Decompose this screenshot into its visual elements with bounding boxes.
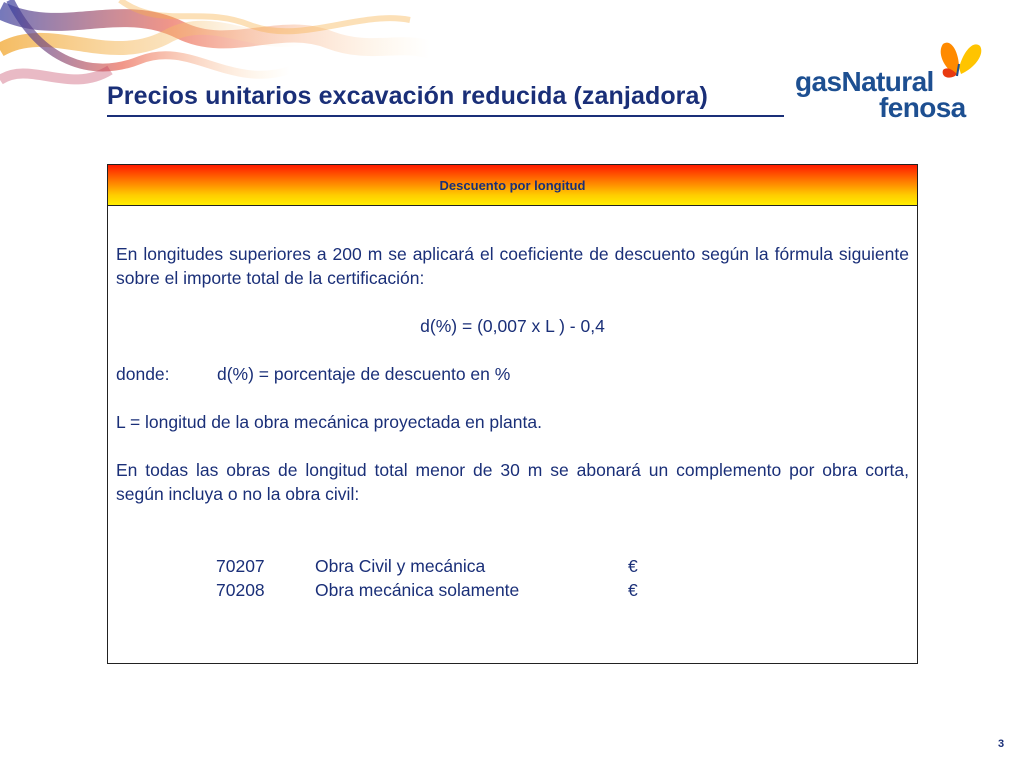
length-definition: L = longitud de la obra mecánica proyectada en planta. [116,412,542,432]
code-unit: € [628,580,638,600]
title-underline [107,115,784,117]
company-logo [795,38,995,128]
page-title: Precios unitarios excavación reducida (zanjadora) [107,82,708,110]
list-item [216,578,909,602]
paragraph-short-works: En todas las obras de longitud total menor de 30 m se abonará un complemento por obra corta, según incluya o no la obra civil: [116,460,909,504]
code-number: 70207 [216,556,265,576]
definition-line [116,362,909,386]
logo-text-line2: fenosa [879,92,966,123]
list-item [216,554,909,578]
discount-formula: d(%) = (0,007 x L ) - 0,4 [420,316,605,336]
code-unit: € [628,556,638,576]
box-body [108,242,917,602]
page-number: 3 [998,738,1005,750]
box-header: Descuento por longitud [108,165,917,206]
paragraph-discount-rule: En longitudes superiores a 200 m se aplicará el coeficiente de descuento según la fórmula siguiente sobre el importe total de la certificación: [116,244,909,288]
code-description: Obra mecánica solamente [315,580,520,600]
code-number: 70208 [216,580,265,600]
definition-text: d(%) = porcentaje de descuento en % [217,364,511,384]
price-codes-list [216,554,909,602]
definition-label: donde: [116,364,170,384]
code-description: Obra Civil y mecánica [315,556,486,576]
logo-text-line1: gasNatural [795,66,934,97]
discount-box [107,164,918,664]
butterfly-icon [933,38,983,83]
